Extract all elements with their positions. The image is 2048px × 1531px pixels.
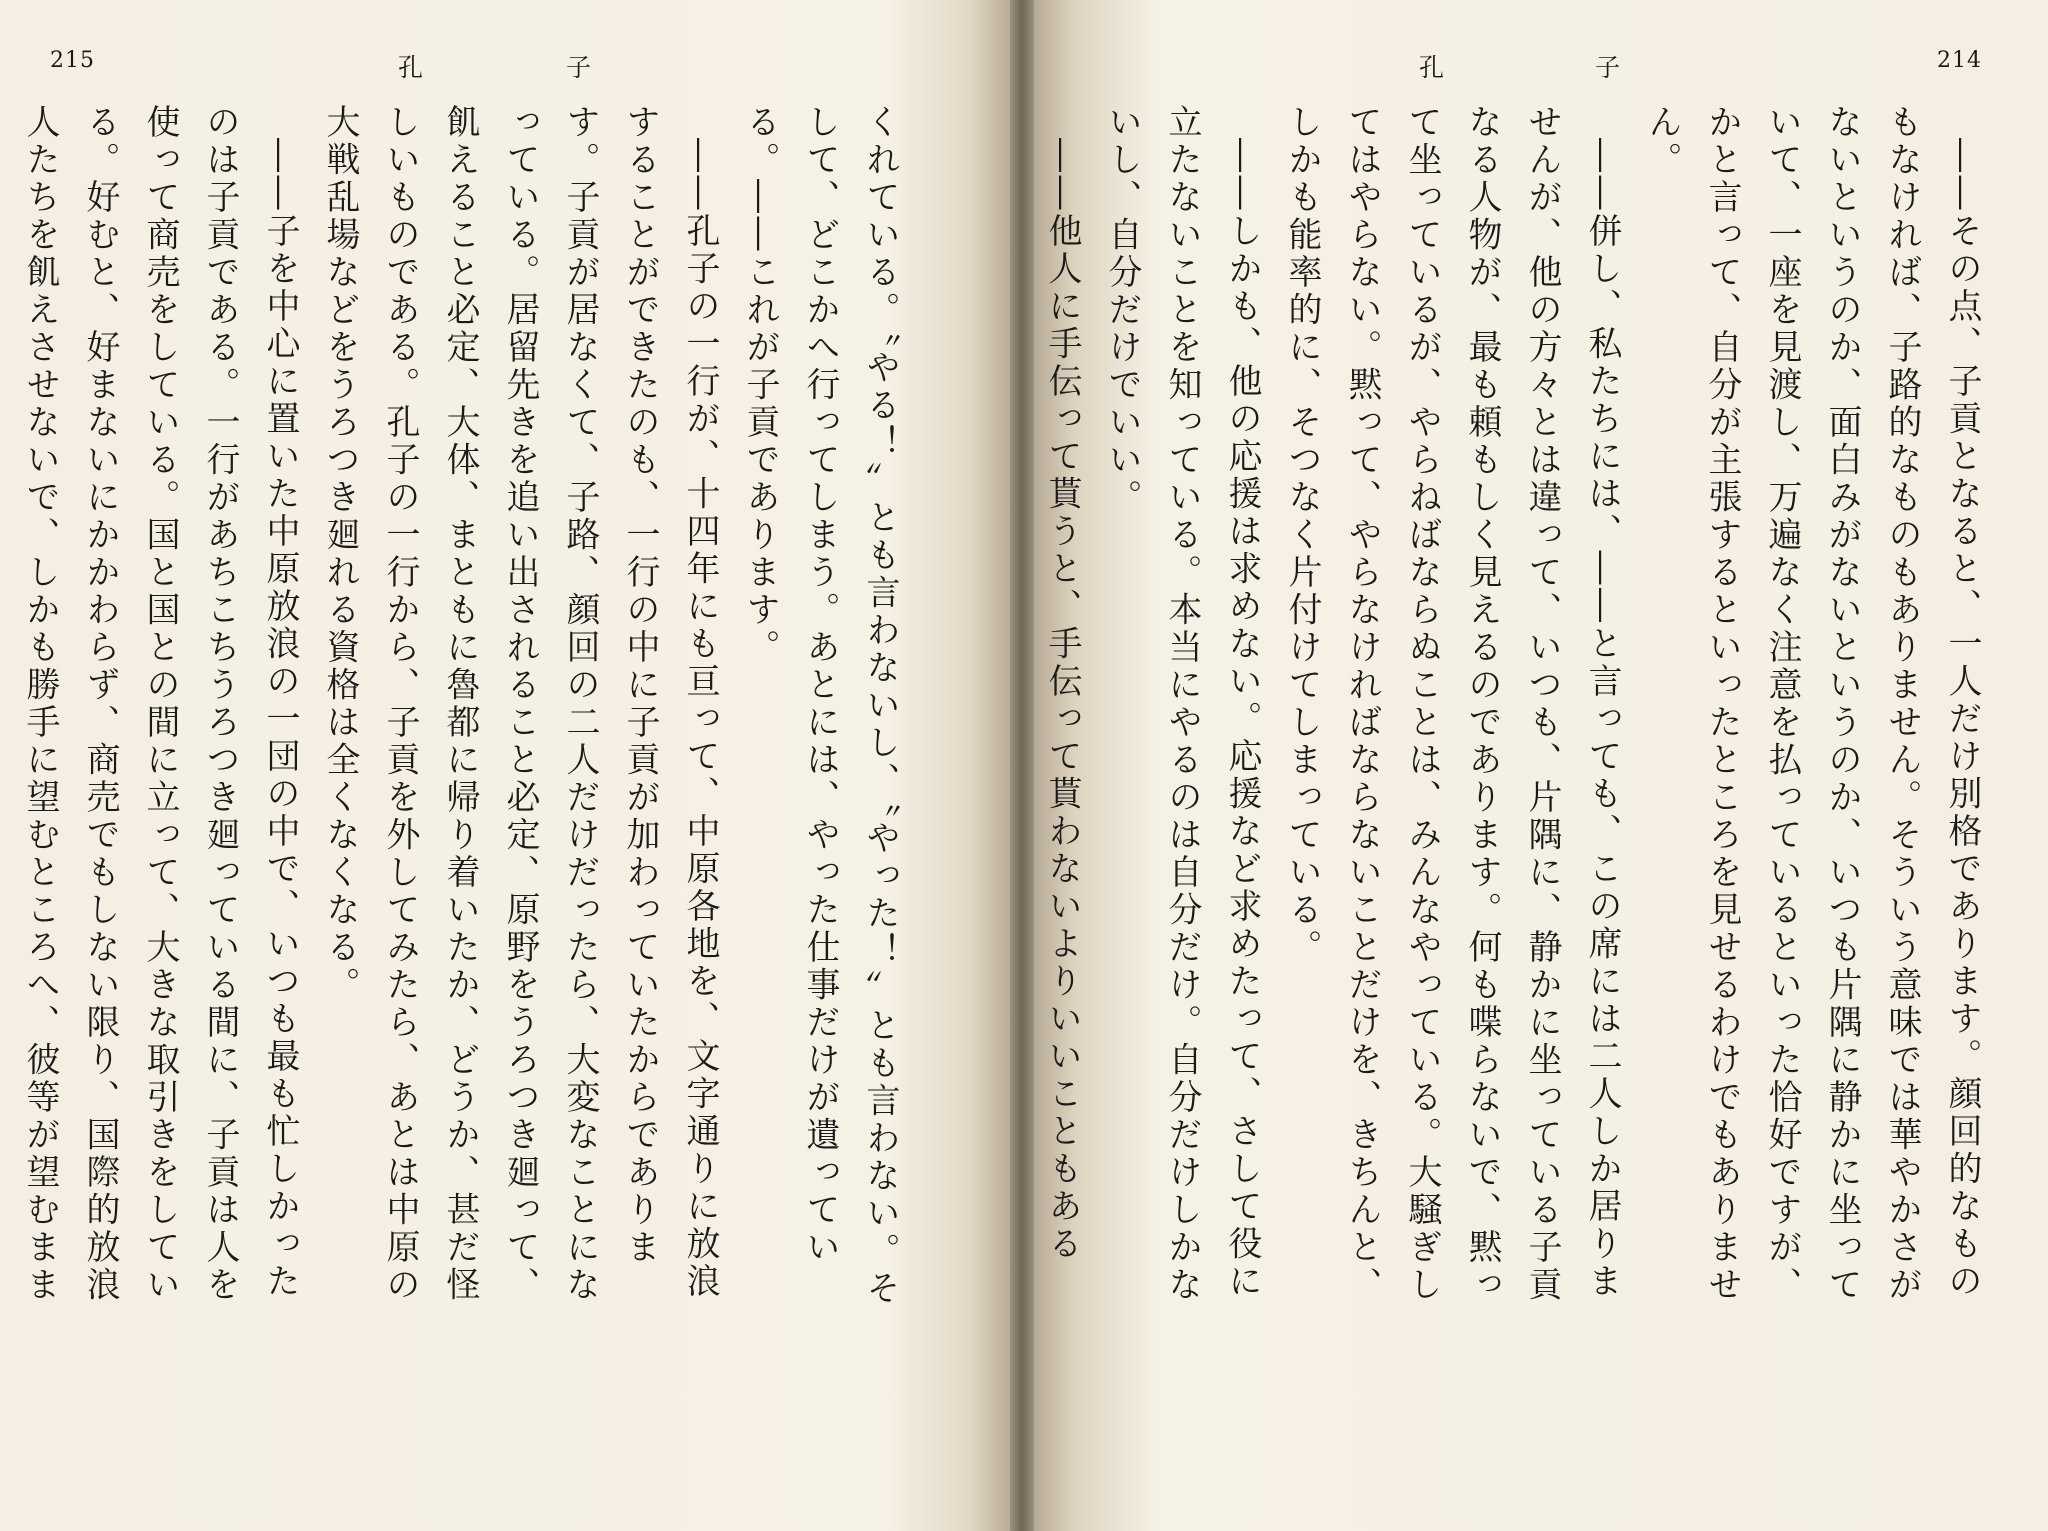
running-head-char-1: 孔 (398, 53, 424, 82)
paragraph: ――孔子の一行が、十四年にも亘って、中原各地を、文字通りに放浪することができたのも、一行の中に子貢が加わっていたからであります。子貢が居なくて、子路、顔回の二人だけだったら、大変なことになっている。居留先きを追い出されること必定、原野をうろつき廻って、飢えること必定、大体、まともに魯都に帰り着いたか、どうか、甚だ怪しいものである。孔子の一行から、子貢を外してみたら、あとは中原の大戦乱場などをうろつき廻れる資格は全くなくなる。 (320, 104, 720, 1304)
running-head-char-1: 孔 (1419, 53, 1445, 82)
left-page (0, 0, 1010, 1531)
page-number: 214 (1937, 48, 1982, 73)
running-head-char-2: 子 (1595, 53, 1621, 82)
paragraph: ――併し、私たちには、――と言っても、この席には二人しか居りませんが、他の方々とは違って、いつも、片隅に、静かに坐っている子貢なる人物が、最も頼もしく見えるのであります。何も喋らないで、黙って坐っているが、やらねばならぬことは、みんなやっている。大騒ぎしてはやらない。黙って、やらなければならないことだけを、きちんと、しかも能率的に、そつなく片付けてしまっている。 (1282, 104, 1622, 1304)
running-head-char-2: 子 (566, 53, 592, 82)
right-page (1034, 0, 2048, 1531)
page-number: 215 (50, 48, 95, 73)
body-text (20, 104, 910, 1334)
paragraph: ――他人に手伝って貰うと、手伝って貰わないよりいいこともある (1042, 138, 1082, 1263)
book-gutter (1010, 0, 1034, 1531)
paragraph: ――子を中心に置いた中原放浪の一団の中で、いつも最も忙しかったのは子貢である。一行があちこちうろつき廻っている間に、子貢は人を使って商売をしている。国と国との間に立って、大きな取引きをしている。好むと、好まないにかかわらず、商売でもしない限り、国際的放浪人たちを飢えさせないで、しかも勝手に望むところへ、彼等が望むまま (20, 104, 300, 1304)
paragraph: くれている。〝やる！〟とも言わないし、〝やった！〟とも言わない。そして、どこかへ行ってしまう。あとには、やった仕事だけが遺っている。――これが子貢であります。 (740, 104, 900, 1308)
body-text (1042, 104, 1992, 1334)
paragraph: ――その点、子貢となると、一人だけ別格であります。顔回的なものもなければ、子路的なものもありません。そういう意味では華やかさがないというのか、面白みがないというのか、いつも片隅に静かに坐っていて、一座を見渡し、万遍なく注意を払っているといった恰好ですが、かと言って、自分が主張するといったところを見せるわけでもありません。 (1642, 104, 1982, 1304)
paragraph: ――しかも、他の応援は求めない。応援など求めたって、さして役に立たないことを知っている。本当にやるのは自分だけ。自分だけしかないし、自分だけでいい。 (1102, 104, 1262, 1304)
